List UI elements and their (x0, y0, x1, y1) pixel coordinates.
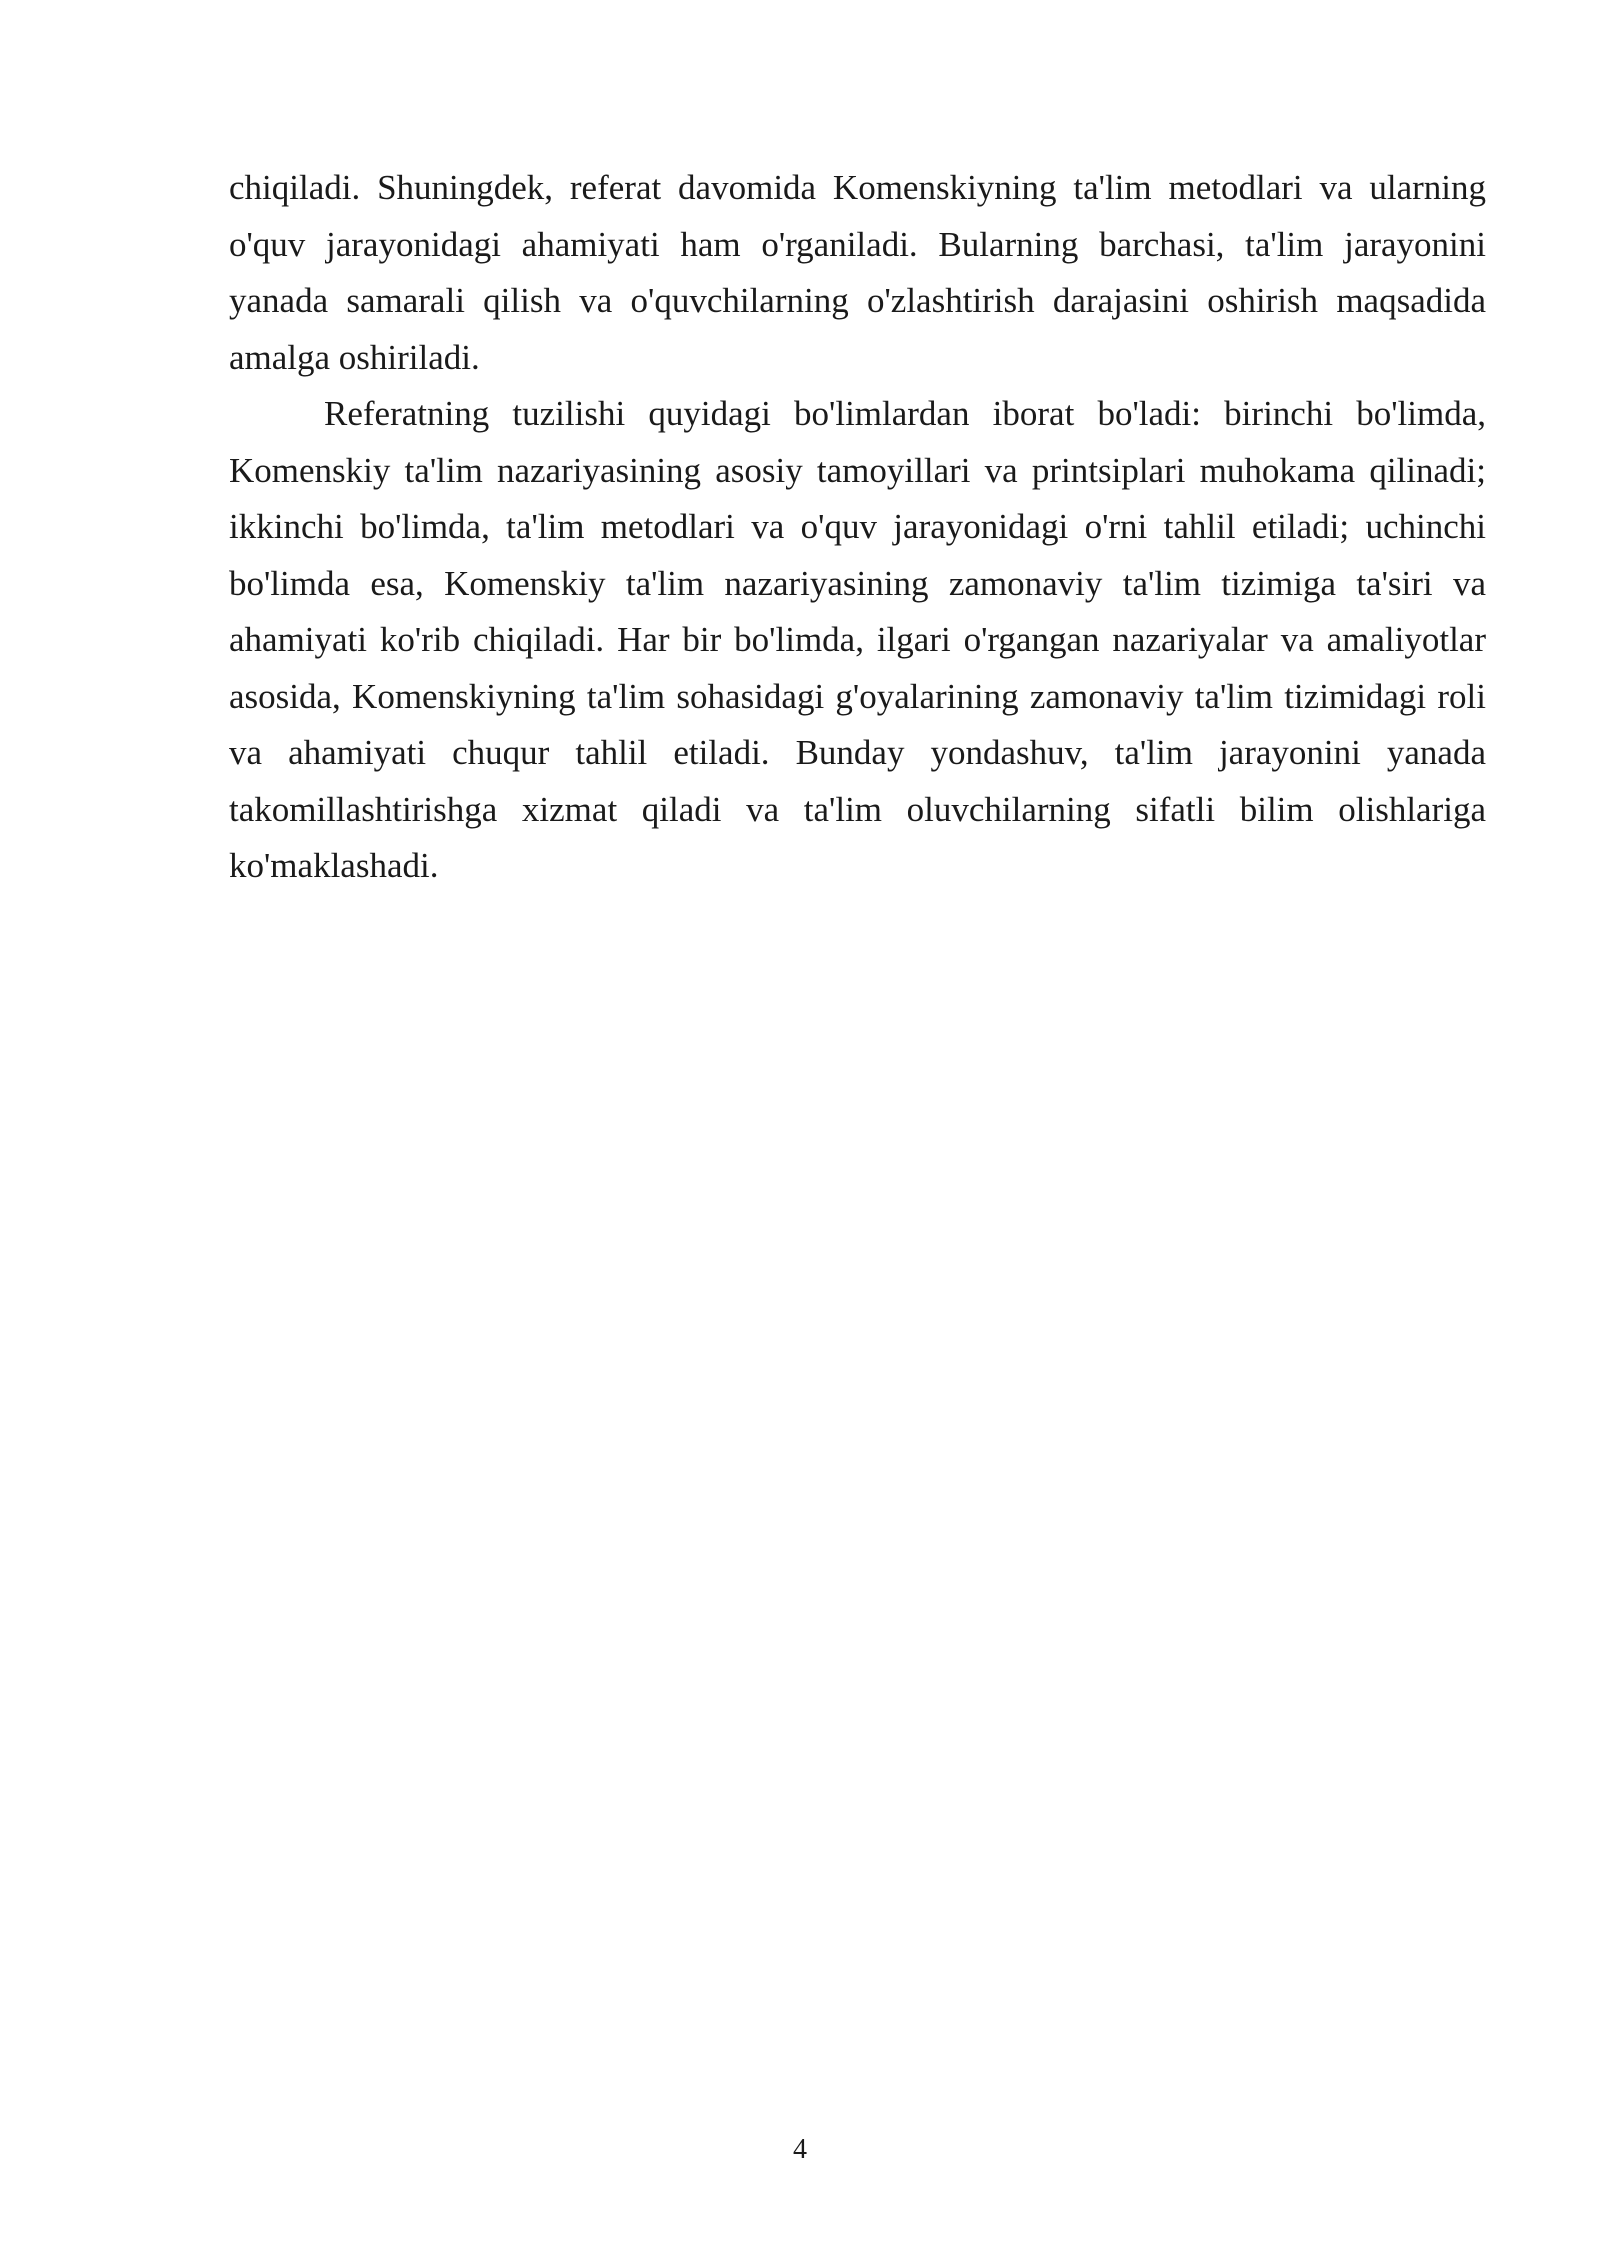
paragraph-structure: Referatning tuzilishi quyidagi bo'limlardan iborat bo'ladi: birinchi bo'limda, Komenskiy ta'lim nazariyasining asosiy tamoyillari va printsiplari muhokama qilinadi; ikkinchi bo'limda, ta'lim metodlari va o'quv jarayonidagi o'rni tahlil etiladi; uchinchi bo'limda esa, Komenskiy ta'lim nazariyasining zamonaviy ta'lim tizimiga ta'siri va ahamiyati ko'rib chiqiladi. Har bir bo'limda, ilgari o'rgangan nazariyalar va amaliyotlar asosida, Komenskiyning ta'lim sohasidagi g'oyalarining zamonaviy ta'lim tizimidagi roli va ahamiyati chuqur tahlil etiladi. Bunday yondashuv, ta'lim jarayonini yanada takomillashtirishga xizmat qiladi va ta'lim oluvchilarning sifatli bilim olishlariga ko'maklashadi. (229, 394, 1486, 885)
page-number: 4 (793, 2134, 807, 2165)
body-text (229, 160, 1486, 895)
paragraph-continuation: chiqiladi. Shuningdek, referat davomida Komenskiyning ta'lim metodlari va ularning o'quv jarayonidagi ahamiyati ham o'rganiladi. Bularning barchasi, ta'lim jarayonini yanada samarali qilish va o'quvchilarning o'zlashtirish darajasini oshirish maqsadida amalga oshiriladi. (229, 168, 1486, 377)
